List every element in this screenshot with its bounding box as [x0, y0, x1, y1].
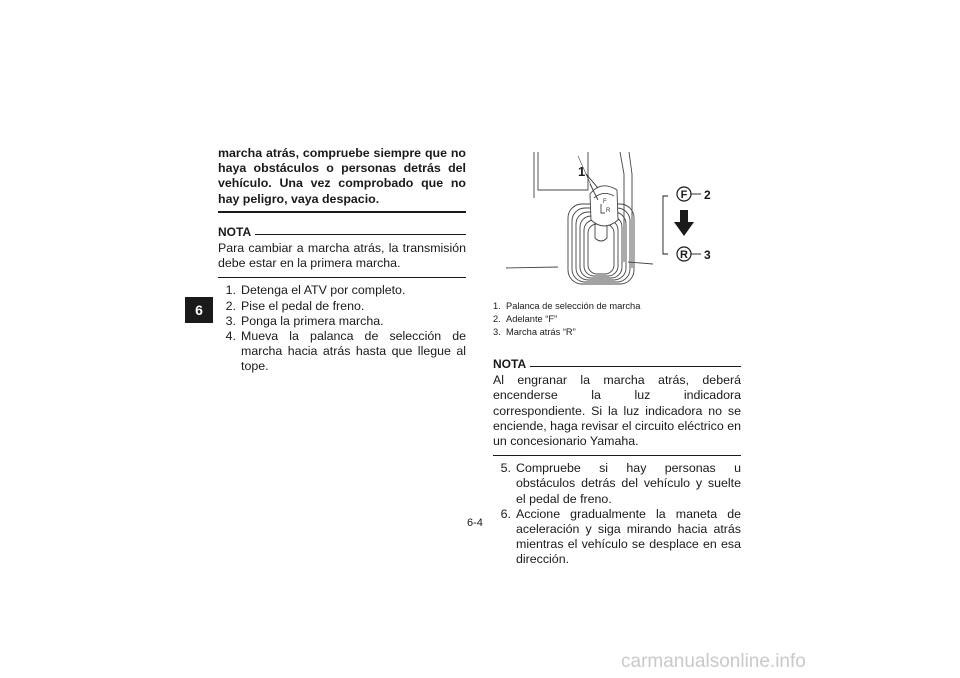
- steps-list-left: [218, 283, 466, 374]
- callout-3: 3: [704, 248, 711, 262]
- caption-item: [493, 326, 741, 339]
- step-number: 5.: [500, 461, 511, 476]
- knob-letter-r: R: [606, 208, 611, 214]
- caption-number: 3.: [493, 327, 501, 337]
- step-item: [218, 283, 466, 298]
- step-item: [218, 314, 466, 329]
- page-number: 6-4: [467, 517, 483, 529]
- chapter-tab: 6: [185, 297, 213, 323]
- forward-letter: F: [680, 189, 688, 201]
- nota-heading: [493, 357, 741, 372]
- nota-box-left: [218, 225, 466, 279]
- step-item: [493, 507, 741, 568]
- arrow-down-icon: [674, 210, 694, 236]
- step-item: [218, 329, 466, 375]
- step-number: 3.: [225, 313, 236, 328]
- nota-box-right: [493, 357, 741, 456]
- step-number: 4.: [225, 329, 236, 344]
- reverse-letter: R: [680, 249, 688, 261]
- left-column: [218, 146, 466, 375]
- caption-number: 2.: [493, 314, 501, 324]
- nota-label: NOTA: [493, 357, 527, 371]
- step-number: 2.: [225, 298, 236, 313]
- step-text: Mueva la palanca de selección de marcha hacia atrás hasta que llegue al tope.: [241, 329, 466, 374]
- warning-text: marcha atrás, compruebe siempre que no haya obstáculos o personas detrás del vehículo. Una vez comprobado que no hay peligro, vaya despacio.: [218, 146, 466, 213]
- gear-lever-illustration: [498, 150, 740, 298]
- nota-text: Para cambiar a marcha atrás, la transmisión debe estar en la primera marcha.: [218, 241, 466, 278]
- step-text: Ponga la primera marcha.: [241, 313, 384, 328]
- caption-item: [493, 313, 741, 326]
- nota-text: Al engranar la marcha atrás, deberá encenderse la luz indicadora correspondiente. Si la luz indicadora no se enciende, haga revisar el circuito eléctrico en un concesionario Yamaha.: [493, 373, 741, 456]
- caption-number: 1.: [493, 301, 501, 311]
- nota-heading: [218, 225, 466, 240]
- caption-text: Marcha atrás “R”: [506, 327, 576, 337]
- caption-text: Adelante “F”: [506, 314, 558, 324]
- step-number: 1.: [225, 283, 236, 298]
- callout-1: 1: [578, 164, 586, 179]
- steps-list-right: [493, 461, 741, 567]
- caption-text: Palanca de selección de marcha: [506, 301, 641, 311]
- nota-label: NOTA: [218, 224, 252, 239]
- caption-item: [493, 300, 741, 313]
- step-text: Accione gradualmente la maneta de aceleración y siga mirando hacia atrás mientras el vehículo se desplace en esa dirección.: [516, 506, 741, 567]
- step-item: [493, 461, 741, 507]
- knob-letter-f: F: [603, 199, 607, 205]
- step-text: Pise el pedal de freno.: [241, 298, 365, 313]
- callout-2: 2: [704, 188, 711, 202]
- step-text: Detenga el ATV por completo.: [241, 283, 406, 298]
- watermark-footer: carmanualsonline.info: [621, 651, 806, 672]
- step-number: 6.: [500, 506, 511, 521]
- step-item: [218, 299, 466, 314]
- right-column: [493, 357, 741, 568]
- nota-rule: [255, 234, 466, 235]
- figure-captions: [493, 300, 741, 339]
- step-text: Compruebe si hay personas u obstáculos detrás del vehículo y suelte el pedal de freno.: [516, 461, 741, 506]
- nota-rule: [530, 366, 741, 367]
